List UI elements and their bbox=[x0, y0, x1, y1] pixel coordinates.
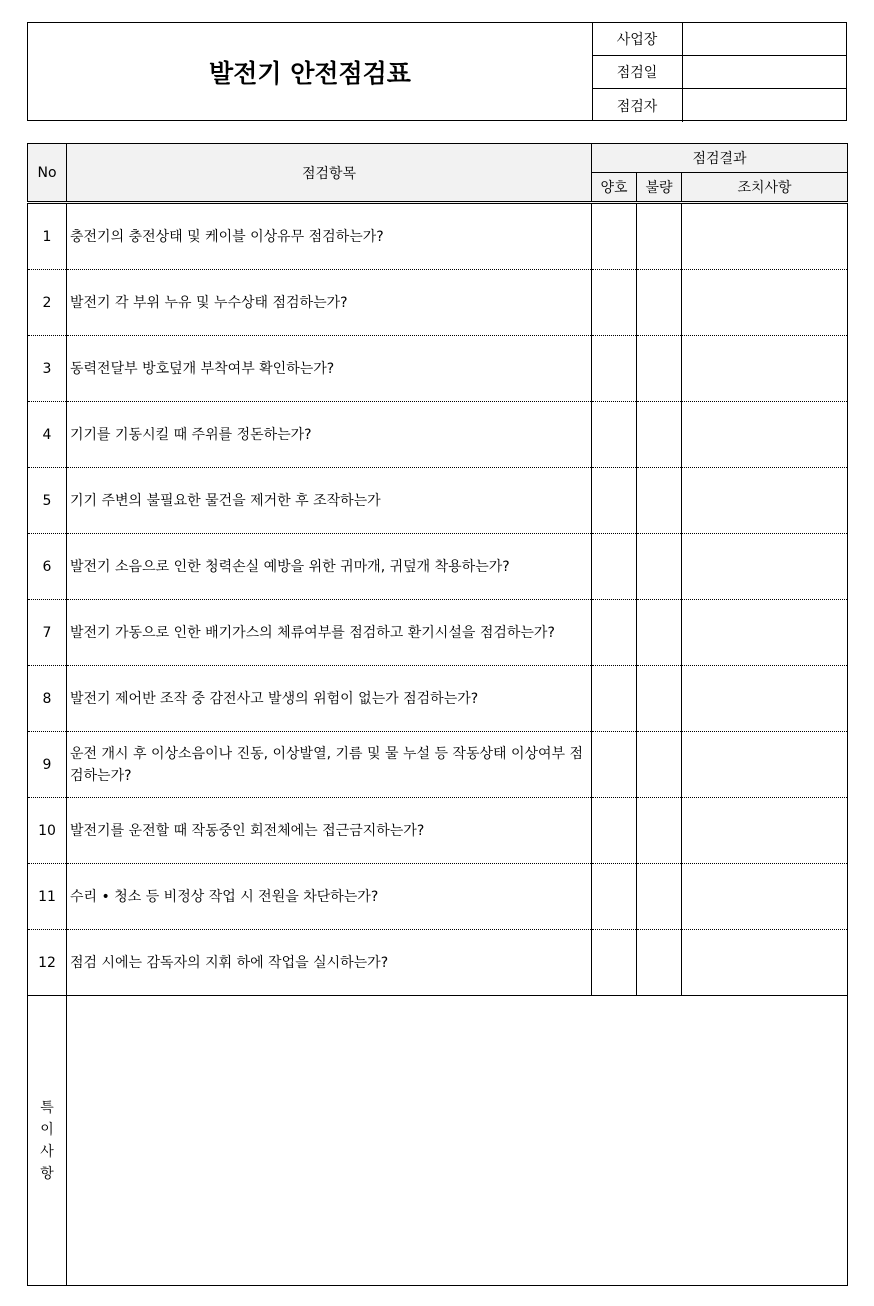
row-item: 기기 주변의 불필요한 물건을 제거한 후 조작하는가 bbox=[67, 468, 592, 534]
bad-cell[interactable] bbox=[637, 468, 682, 534]
bad-cell[interactable] bbox=[637, 203, 682, 270]
action-cell[interactable] bbox=[682, 402, 848, 468]
header-action: 조치사항 bbox=[682, 173, 848, 203]
action-cell[interactable] bbox=[682, 600, 848, 666]
row-item: 발전기 소음으로 인한 청력손실 예방을 위한 귀마개, 귀덮개 착용하는가? bbox=[67, 534, 592, 600]
row-no: 9 bbox=[28, 732, 67, 798]
action-cell[interactable] bbox=[682, 930, 848, 996]
action-cell[interactable] bbox=[682, 798, 848, 864]
table-row bbox=[28, 534, 848, 600]
row-no: 12 bbox=[28, 930, 67, 996]
header-good: 양호 bbox=[592, 173, 637, 203]
table-row bbox=[28, 203, 848, 270]
action-cell[interactable] bbox=[682, 666, 848, 732]
bad-cell[interactable] bbox=[637, 600, 682, 666]
row-no: 1 bbox=[28, 203, 67, 270]
row-item: 충전기의 충전상태 및 케이블 이상유무 점검하는가? bbox=[67, 203, 592, 270]
header-no: No bbox=[28, 144, 67, 203]
meta-label: 사업장 bbox=[592, 23, 683, 55]
remarks-char: 사 bbox=[40, 1143, 54, 1160]
bad-cell[interactable] bbox=[637, 336, 682, 402]
row-item: 기기를 기동시킬 때 주위를 정돈하는가? bbox=[67, 402, 592, 468]
date-field[interactable] bbox=[683, 56, 846, 88]
table-row bbox=[28, 270, 848, 336]
header-result: 점검결과 bbox=[592, 144, 848, 173]
row-no: 8 bbox=[28, 666, 67, 732]
row-item: 발전기 각 부위 누유 및 누수상태 점검하는가? bbox=[67, 270, 592, 336]
good-cell[interactable] bbox=[592, 864, 637, 930]
table-row bbox=[28, 864, 848, 930]
good-cell[interactable] bbox=[592, 666, 637, 732]
row-item: 점검 시에는 감독자의 지휘 하에 작업을 실시하는가? bbox=[67, 930, 592, 996]
row-no: 10 bbox=[28, 798, 67, 864]
row-item: 수리 • 청소 등 비정상 작업 시 전원을 차단하는가? bbox=[67, 864, 592, 930]
good-cell[interactable] bbox=[592, 930, 637, 996]
meta-row-date bbox=[592, 56, 846, 89]
table-row bbox=[28, 732, 848, 798]
row-no: 3 bbox=[28, 336, 67, 402]
remarks-field[interactable] bbox=[67, 996, 848, 1286]
row-no: 5 bbox=[28, 468, 67, 534]
row-no: 7 bbox=[28, 600, 67, 666]
table-row bbox=[28, 930, 848, 996]
table-row bbox=[28, 600, 848, 666]
header-item: 점검항목 bbox=[67, 144, 592, 203]
row-no: 4 bbox=[28, 402, 67, 468]
table-row bbox=[28, 666, 848, 732]
header-bad: 불량 bbox=[637, 173, 682, 203]
action-cell[interactable] bbox=[682, 864, 848, 930]
row-no: 11 bbox=[28, 864, 67, 930]
bad-cell[interactable] bbox=[637, 666, 682, 732]
bad-cell[interactable] bbox=[637, 930, 682, 996]
bad-cell[interactable] bbox=[637, 270, 682, 336]
good-cell[interactable] bbox=[592, 468, 637, 534]
bad-cell[interactable] bbox=[637, 864, 682, 930]
remarks-char: 특 bbox=[40, 1099, 54, 1116]
good-cell[interactable] bbox=[592, 402, 637, 468]
site-field[interactable] bbox=[683, 23, 846, 55]
meta-row-inspector bbox=[592, 89, 846, 122]
table-row bbox=[28, 336, 848, 402]
table-row bbox=[28, 468, 848, 534]
meta-label: 점검일 bbox=[592, 56, 683, 88]
row-item: 발전기 가동으로 인한 배기가스의 체류여부를 점검하고 환기시설을 점검하는가? bbox=[67, 600, 592, 666]
action-cell[interactable] bbox=[682, 203, 848, 270]
row-no: 6 bbox=[28, 534, 67, 600]
table-row bbox=[28, 798, 848, 864]
action-cell[interactable] bbox=[682, 468, 848, 534]
good-cell[interactable] bbox=[592, 534, 637, 600]
action-cell[interactable] bbox=[682, 534, 848, 600]
meta-row-site bbox=[592, 23, 846, 56]
remarks-char: 이 bbox=[40, 1121, 54, 1138]
bad-cell[interactable] bbox=[637, 798, 682, 864]
good-cell[interactable] bbox=[592, 203, 637, 270]
bad-cell[interactable] bbox=[637, 534, 682, 600]
meta-label: 점검자 bbox=[592, 89, 683, 122]
bad-cell[interactable] bbox=[637, 732, 682, 798]
remarks-char: 항 bbox=[40, 1165, 54, 1182]
remarks-label bbox=[28, 996, 67, 1286]
good-cell[interactable] bbox=[592, 270, 637, 336]
good-cell[interactable] bbox=[592, 336, 637, 402]
good-cell[interactable] bbox=[592, 732, 637, 798]
action-cell[interactable] bbox=[682, 732, 848, 798]
row-item: 발전기를 운전할 때 작동중인 회전체에는 접근금지하는가? bbox=[67, 798, 592, 864]
row-item: 동력전달부 방호덮개 부착여부 확인하는가? bbox=[67, 336, 592, 402]
good-cell[interactable] bbox=[592, 798, 637, 864]
inspector-field[interactable] bbox=[683, 89, 846, 122]
table-row bbox=[28, 402, 848, 468]
bad-cell[interactable] bbox=[637, 402, 682, 468]
row-no: 2 bbox=[28, 270, 67, 336]
good-cell[interactable] bbox=[592, 600, 637, 666]
row-item: 발전기 제어반 조작 중 감전사고 발생의 위험이 없는가 점검하는가? bbox=[67, 666, 592, 732]
action-cell[interactable] bbox=[682, 336, 848, 402]
action-cell[interactable] bbox=[682, 270, 848, 336]
checklist-table bbox=[27, 143, 848, 1286]
page-title: 발전기 안전점검표 bbox=[28, 23, 593, 120]
row-item: 운전 개시 후 이상소음이나 진동, 이상발열, 기름 및 물 누설 등 작동상태 이상여부 점검하는가? bbox=[67, 732, 592, 798]
header-box bbox=[27, 22, 847, 121]
